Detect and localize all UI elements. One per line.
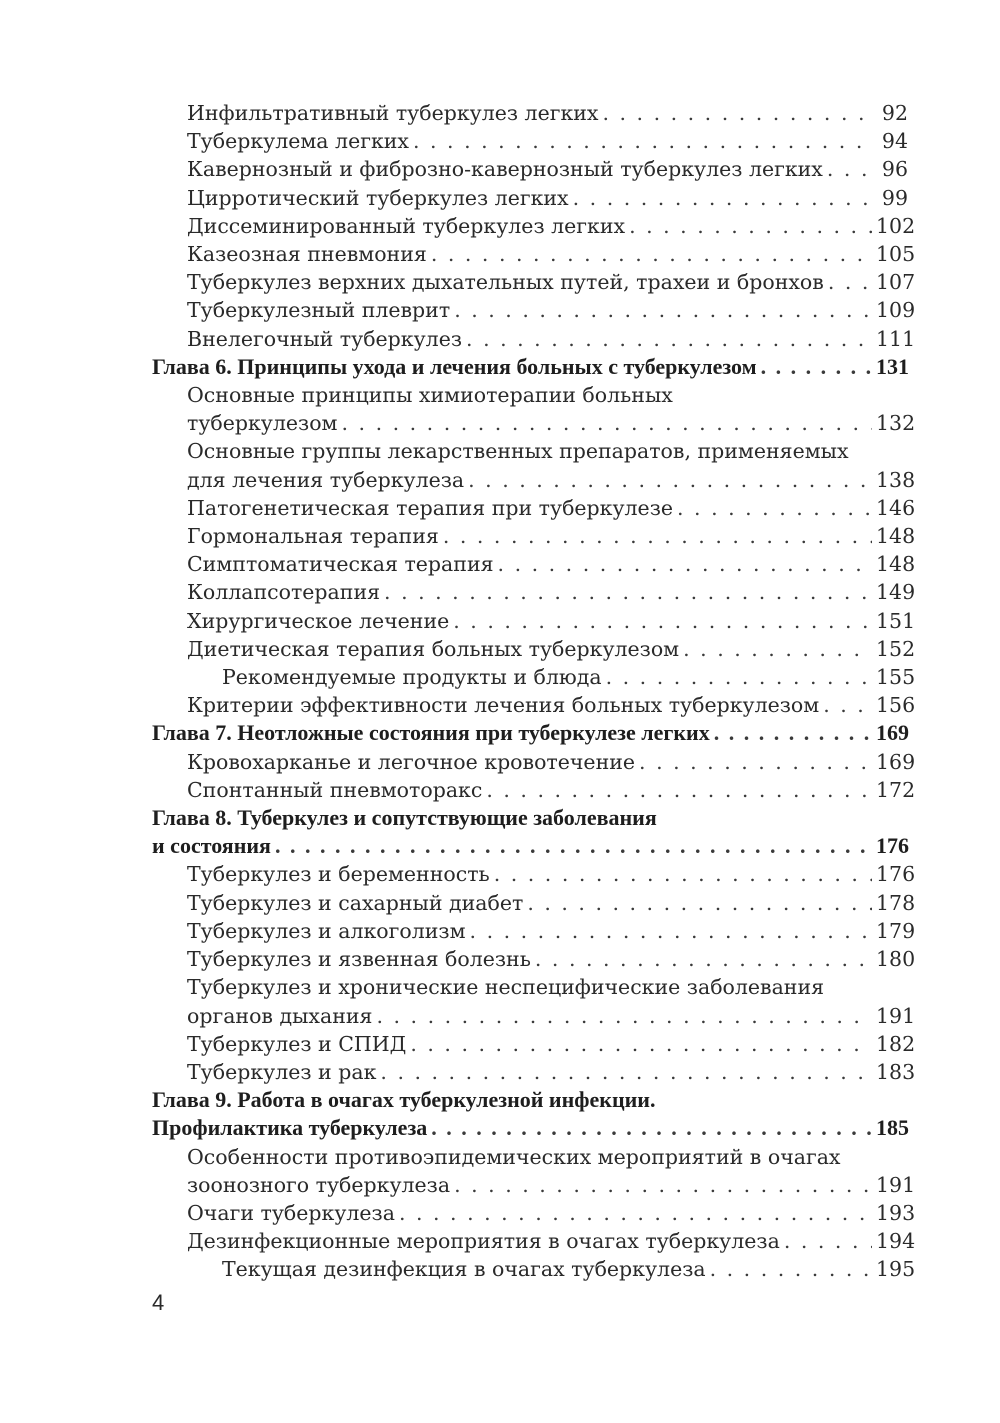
dot-leader [535, 945, 872, 973]
toc-entry-title: Критерии эффективности лечения больных туберкулезом [187, 693, 820, 718]
toc-entry [152, 578, 916, 606]
toc-entry-title: Казеозная пневмония [187, 242, 427, 267]
toc-entry [152, 607, 916, 635]
toc-page-number: 180 [876, 947, 916, 972]
dot-leader [639, 748, 872, 776]
toc-entry [152, 889, 916, 917]
toc-entry-title: Туберкулез и СПИД [187, 1031, 407, 1056]
toc-entry-title-line: Особенности противоэпидемических мероприятий в очагах [187, 1144, 841, 1169]
toc-page-number: 92 [881, 101, 908, 125]
dot-leader [454, 296, 872, 324]
toc-page-number: 111 [876, 326, 916, 351]
toc-page-number: 176 [876, 862, 916, 887]
toc-entry-title: Туберкулема легких [187, 129, 409, 154]
toc-page-number: 176 [876, 833, 909, 859]
toc-page-number: 194 [876, 1229, 916, 1254]
dot-leader [606, 663, 872, 691]
dot-leader [413, 127, 872, 155]
dot-leader [380, 1058, 872, 1086]
toc-page-number: 152 [876, 636, 916, 661]
toc-page-number: 172 [876, 777, 916, 802]
toc-entry [152, 635, 916, 663]
toc-entry [152, 550, 916, 578]
toc-entry-title: туберкулезом [187, 411, 338, 436]
toc-entry [152, 1143, 916, 1199]
toc-chapter [152, 804, 908, 860]
toc-entry [152, 240, 916, 268]
toc-entry-title: Диссеминированный туберкулез легких [187, 213, 626, 238]
toc-page-number: 146 [876, 495, 916, 520]
toc-entry [152, 127, 908, 155]
toc-entry [152, 1030, 916, 1058]
toc-page-number: 94 [881, 129, 908, 154]
toc-page-number: 105 [876, 242, 916, 267]
table-of-contents [152, 99, 916, 1284]
toc-entry-title-line: Туберкулез и хронические неспецифические заболевания [187, 975, 825, 1000]
dot-leader [602, 99, 872, 127]
dot-leader [342, 409, 873, 437]
toc-entry-title: Туберкулез и язвенная болезнь [187, 947, 531, 972]
toc-entry-title-line: Основные принципы химиотерапии больных [187, 383, 673, 408]
toc-entry-title: Диетическая терапия больных туберкулезом [187, 636, 680, 661]
toc-entry [152, 212, 916, 240]
toc-entry [152, 437, 916, 493]
toc-entry-title: Цирротический туберкулез легких [187, 185, 569, 210]
dot-leader [827, 155, 872, 183]
toc-entry-title: Кавернозный и фиброзно-кавернозный туберкулез легких [187, 157, 823, 182]
toc-entry [152, 155, 908, 183]
toc-page-number: 178 [876, 890, 916, 915]
toc-entry [152, 184, 908, 212]
toc-entry [152, 99, 908, 127]
toc-page-number: 191 [876, 1003, 916, 1028]
toc-page-number: 193 [876, 1200, 916, 1225]
dot-leader [498, 550, 872, 578]
dot-leader [470, 917, 872, 945]
toc-entry [152, 1058, 916, 1086]
toc-entry-title: Коллапсотерапия [187, 580, 381, 605]
dot-leader [784, 1227, 872, 1255]
dot-leader [494, 860, 872, 888]
toc-entry-title: Внелегочный туберкулез [187, 326, 463, 351]
dot-leader [431, 1114, 872, 1142]
toc-entry [152, 973, 916, 1029]
toc-entry-title: Глава 7. Неотложные состояния при туберкулезе легких [152, 720, 710, 746]
toc-page-number: 102 [876, 213, 916, 238]
toc-page-number: 182 [876, 1031, 916, 1056]
dot-leader [376, 1002, 872, 1030]
toc-chapter [152, 1086, 908, 1142]
toc-entry [152, 522, 916, 550]
dot-leader [443, 522, 872, 550]
toc-page-number: 148 [876, 524, 916, 549]
toc-page-number: 99 [881, 185, 908, 210]
toc-entry-title: Глава 6. Принципы ухода и лечения больных с туберкулезом [152, 353, 757, 379]
toc-entry [152, 860, 916, 888]
toc-entry-title: Профилактика туберкулеза [152, 1115, 428, 1141]
dot-leader [677, 494, 872, 522]
toc-page-number: 109 [876, 298, 916, 323]
dot-leader [466, 325, 872, 353]
toc-entry-title: Туберкулез и беременность [187, 862, 490, 887]
toc-page-number: 107 [876, 270, 916, 295]
dot-leader [710, 1255, 872, 1283]
toc-entry [152, 663, 916, 691]
toc-page-number: 96 [881, 157, 908, 182]
toc-page-number: 131 [876, 353, 909, 379]
toc-entry-title: Туберкулезный плеврит [187, 298, 451, 323]
toc-entry-title: для лечения туберкулеза [187, 467, 465, 492]
toc-entry-title-line: Глава 8. Туберкулез и сопутствующие заболевания [152, 805, 657, 831]
toc-entry [152, 945, 916, 973]
toc-entry-title: Текущая дезинфекция в очагах туберкулеза [222, 1257, 706, 1282]
toc-page-number: 183 [876, 1059, 916, 1084]
toc-page-number: 151 [876, 608, 916, 633]
dot-leader [431, 240, 872, 268]
dot-leader [629, 212, 872, 240]
dot-leader [573, 184, 872, 212]
toc-entry-title: Гормональная терапия [187, 524, 439, 549]
toc-entry [152, 381, 916, 437]
toc-entry [152, 748, 916, 776]
dot-leader [527, 889, 872, 917]
toc-entry-title: Хирургическое лечение [187, 608, 450, 633]
toc-entry [152, 296, 916, 324]
toc-entry [152, 776, 916, 804]
toc-entry-title: зоонозного туберкулеза [187, 1172, 451, 1197]
dot-leader [714, 719, 872, 747]
toc-entry [152, 325, 916, 353]
toc-entry-title: Туберкулез и сахарный диабет [187, 890, 524, 915]
toc-entry-title: Дезинфекционные мероприятия в очагах туберкулеза [187, 1229, 780, 1254]
toc-entry [152, 691, 916, 719]
toc-entry-title: Кровохарканье и легочное кровотечение [187, 749, 636, 774]
toc-page-number: 169 [876, 749, 916, 774]
toc-chapter [152, 719, 908, 747]
dot-leader [384, 578, 872, 606]
dot-leader [823, 691, 872, 719]
dot-leader [828, 268, 872, 296]
dot-leader [486, 776, 872, 804]
toc-page-number: 185 [876, 1115, 909, 1141]
toc-entry-title: Туберкулез и алкоголизм [187, 918, 466, 943]
toc-entry-title: Очаги туберкулеза [187, 1200, 395, 1225]
dot-leader [410, 1030, 872, 1058]
toc-entry-title: Инфильтративный туберкулез легких [187, 101, 599, 125]
toc-entry-title: Спонтанный пневмоторакс [187, 777, 483, 802]
toc-page-number: 149 [876, 580, 916, 605]
toc-page-number: 195 [876, 1257, 916, 1282]
toc-entry-title-line: Основные группы лекарственных препаратов, применяемых [187, 439, 849, 464]
dot-leader [399, 1199, 872, 1227]
toc-page-number: 156 [876, 693, 916, 718]
toc-page-number: 148 [876, 552, 916, 577]
dot-leader [683, 635, 872, 663]
toc-entry [152, 1255, 916, 1283]
page-number: 4 [152, 1290, 165, 1315]
toc-chapter [152, 353, 908, 381]
toc-entry-title: органов дыхания [187, 1003, 373, 1028]
dot-leader [275, 832, 872, 860]
toc-page-number: 155 [876, 665, 916, 690]
toc-entry [152, 1199, 916, 1227]
toc-page-number: 191 [876, 1172, 916, 1197]
toc-page-number: 138 [876, 467, 916, 492]
toc-entry-title-line: Глава 9. Работа в очагах туберкулезной инфекции. [152, 1087, 656, 1113]
toc-entry-title: Туберкулез верхних дыхательных путей, трахеи и бронхов [187, 270, 824, 295]
toc-entry-title: и состояния [152, 833, 271, 859]
toc-entry [152, 494, 916, 522]
dot-leader [468, 466, 872, 494]
toc-entry [152, 917, 916, 945]
toc-entry-title: Туберкулез и рак [187, 1059, 377, 1084]
toc-entry-title: Патогенетическая терапия при туберкулезе [187, 495, 674, 520]
dot-leader [761, 353, 872, 381]
toc-entry [152, 268, 916, 296]
toc-entry [152, 1227, 916, 1255]
toc-entry-title: Симптоматическая терапия [187, 552, 494, 577]
dot-leader [453, 607, 872, 635]
toc-page-number: 169 [876, 720, 909, 746]
dot-leader [454, 1171, 872, 1199]
toc-page-number: 132 [876, 411, 916, 436]
toc-entry-title: Рекомендуемые продукты и блюда [222, 665, 602, 690]
toc-page-number: 179 [876, 918, 916, 943]
